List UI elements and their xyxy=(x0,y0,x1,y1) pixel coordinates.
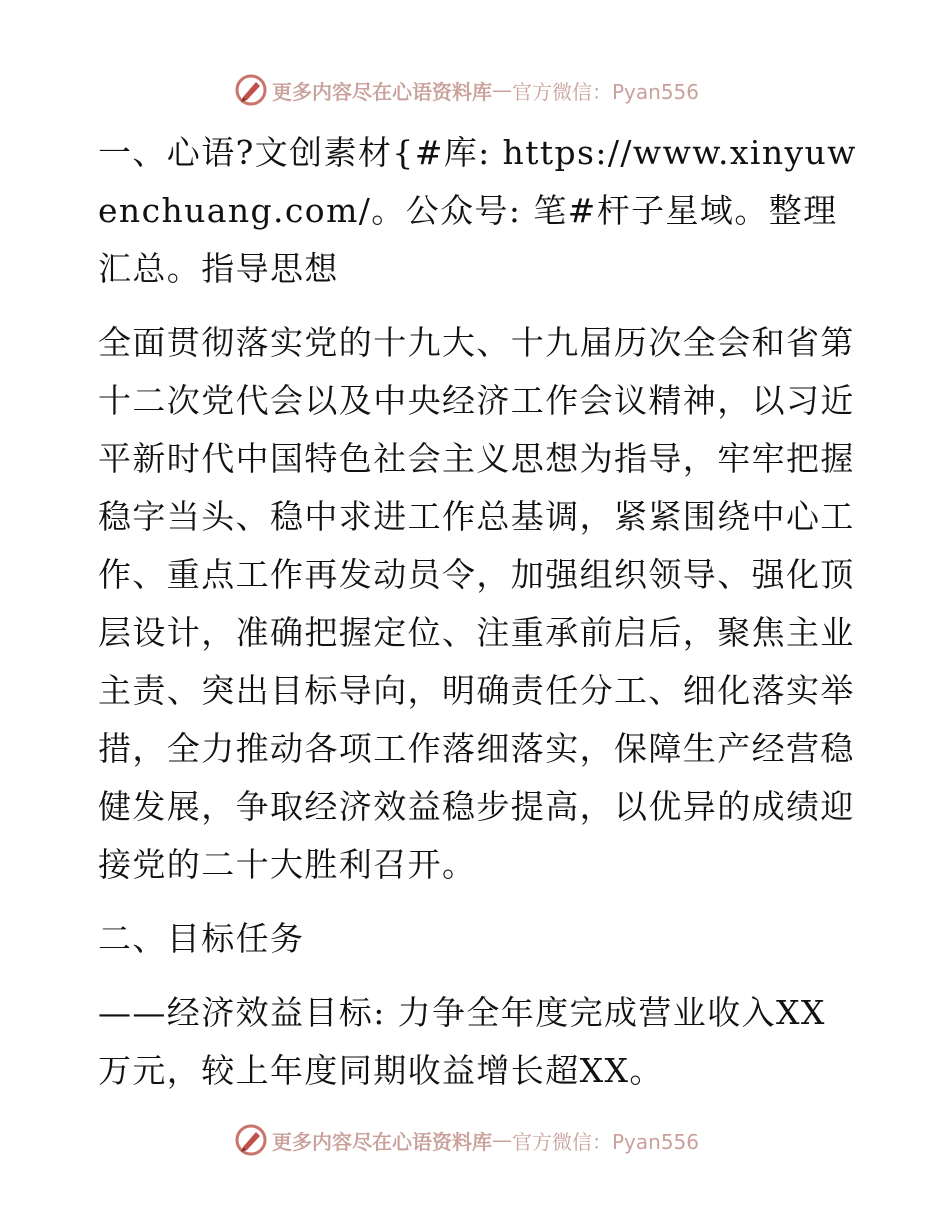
footer-watermark xyxy=(234,1122,699,1158)
guiding-thought-paragraph: 全面贯彻落实党的十九大、十九届历次全会和省第十二次党代会以及中央经济工作会议精神，以习近平新时代中国特色社会主义思想为指导，牢牢把握稳字当头、稳中求进工作总基调，紧紧围绕中心工作、重点工作再发动员令，加强组织领导、强化顶层设计，准确把握定位、注重承前启后，聚焦主业主责、突出目标导向，明确责任分工、细化落实举措，全力推动各项工作落细落实，保障生产经营稳健发展，争取经济效益稳步提高，以优异的成绩迎接党的二十大胜利召开。 xyxy=(98,323,855,884)
economic-goal-paragraph: ——经济效益目标: 力争全年度完成营业收入XX万元，较上年度同期收益增长超XX。 xyxy=(98,993,826,1090)
watermark-wechat-text: 官方微信：Pyan556 xyxy=(512,1129,700,1154)
watermark-dash: — xyxy=(492,78,512,102)
section-heading-goals: 二、目标任务 xyxy=(98,919,305,958)
watermark-main-text: 更多内容尽在心语资料库 xyxy=(272,79,492,104)
watermark-main-text: 更多内容尽在心语资料库 xyxy=(272,1129,492,1154)
header-watermark xyxy=(234,72,699,108)
document-body xyxy=(98,124,858,1100)
watermark-wechat-text: 官方微信：Pyan556 xyxy=(512,79,700,104)
watermark-dash: — xyxy=(492,1128,512,1152)
pen-logo-icon xyxy=(234,1123,268,1157)
section-heading-guiding-thought: 一、心语?文创素材{#库: https://www.xinyuwenchuang.com/。公众号: 笔#杆子星域。整理汇总。指导思想 xyxy=(98,133,857,288)
pen-logo-icon xyxy=(234,73,268,107)
